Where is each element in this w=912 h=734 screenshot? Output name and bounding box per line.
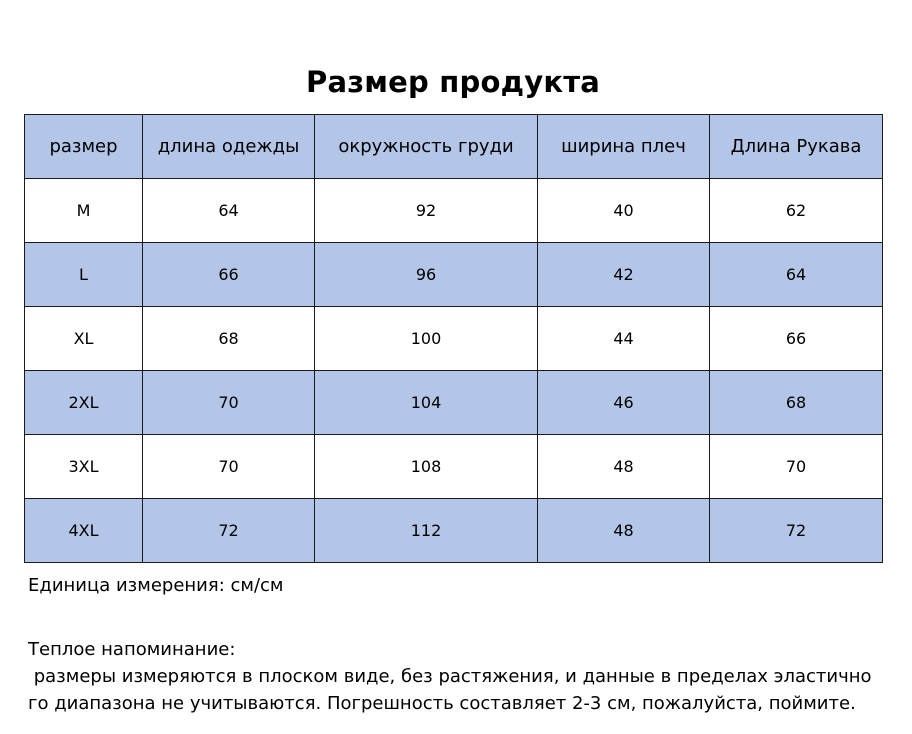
table-row (25, 243, 883, 307)
table-cell: 64 (143, 179, 315, 243)
unit-note: Единица измерения: см/см (28, 575, 284, 596)
table-cell: 104 (315, 371, 538, 435)
table-row (25, 179, 883, 243)
size-table (24, 114, 883, 563)
table-cell: 112 (315, 499, 538, 563)
table-cell: 48 (538, 435, 710, 499)
table-cell: 68 (710, 371, 883, 435)
table-row (25, 499, 883, 563)
table-row (25, 371, 883, 435)
table-cell: 96 (315, 243, 538, 307)
header-size: размер (25, 115, 143, 179)
table-cell: 42 (538, 243, 710, 307)
table-cell: 108 (315, 435, 538, 499)
table-cell: L (25, 243, 143, 307)
table-cell: M (25, 179, 143, 243)
table-cell: 2XL (25, 371, 143, 435)
reminder-line-1: размеры измеряются в плоском виде, без растяжения, и данные в пределах эластично (28, 666, 872, 687)
table-cell: 66 (143, 243, 315, 307)
table-cell: 62 (710, 179, 883, 243)
table-cell: XL (25, 307, 143, 371)
table-cell: 72 (710, 499, 883, 563)
header-garment-length: длина одежды (143, 115, 315, 179)
table-cell: 100 (315, 307, 538, 371)
table-header-row (25, 115, 883, 179)
table-row (25, 435, 883, 499)
table-cell: 3XL (25, 435, 143, 499)
header-shoulder-width: ширина плеч (538, 115, 710, 179)
table-cell: 70 (710, 435, 883, 499)
reminder-line-2: го диапазона не учитываются. Погрешность составляет 2-3 см, пожалуйста, поймите. (28, 693, 856, 714)
table-cell: 66 (710, 307, 883, 371)
table-row (25, 307, 883, 371)
table-cell: 44 (538, 307, 710, 371)
reminder-block (28, 636, 898, 717)
table-cell: 72 (143, 499, 315, 563)
table-cell: 46 (538, 371, 710, 435)
table-cell: 68 (143, 307, 315, 371)
table-cell: 92 (315, 179, 538, 243)
header-chest: окружность груди (315, 115, 538, 179)
table-cell: 70 (143, 371, 315, 435)
page-title: Размер продукта (305, 65, 600, 99)
table-cell: 70 (143, 435, 315, 499)
reminder-heading: Теплое напоминание: (28, 639, 236, 660)
table-cell: 64 (710, 243, 883, 307)
table-cell: 4XL (25, 499, 143, 563)
table-cell: 40 (538, 179, 710, 243)
header-sleeve-length: Длина Рукава (710, 115, 883, 179)
table-cell: 48 (538, 499, 710, 563)
